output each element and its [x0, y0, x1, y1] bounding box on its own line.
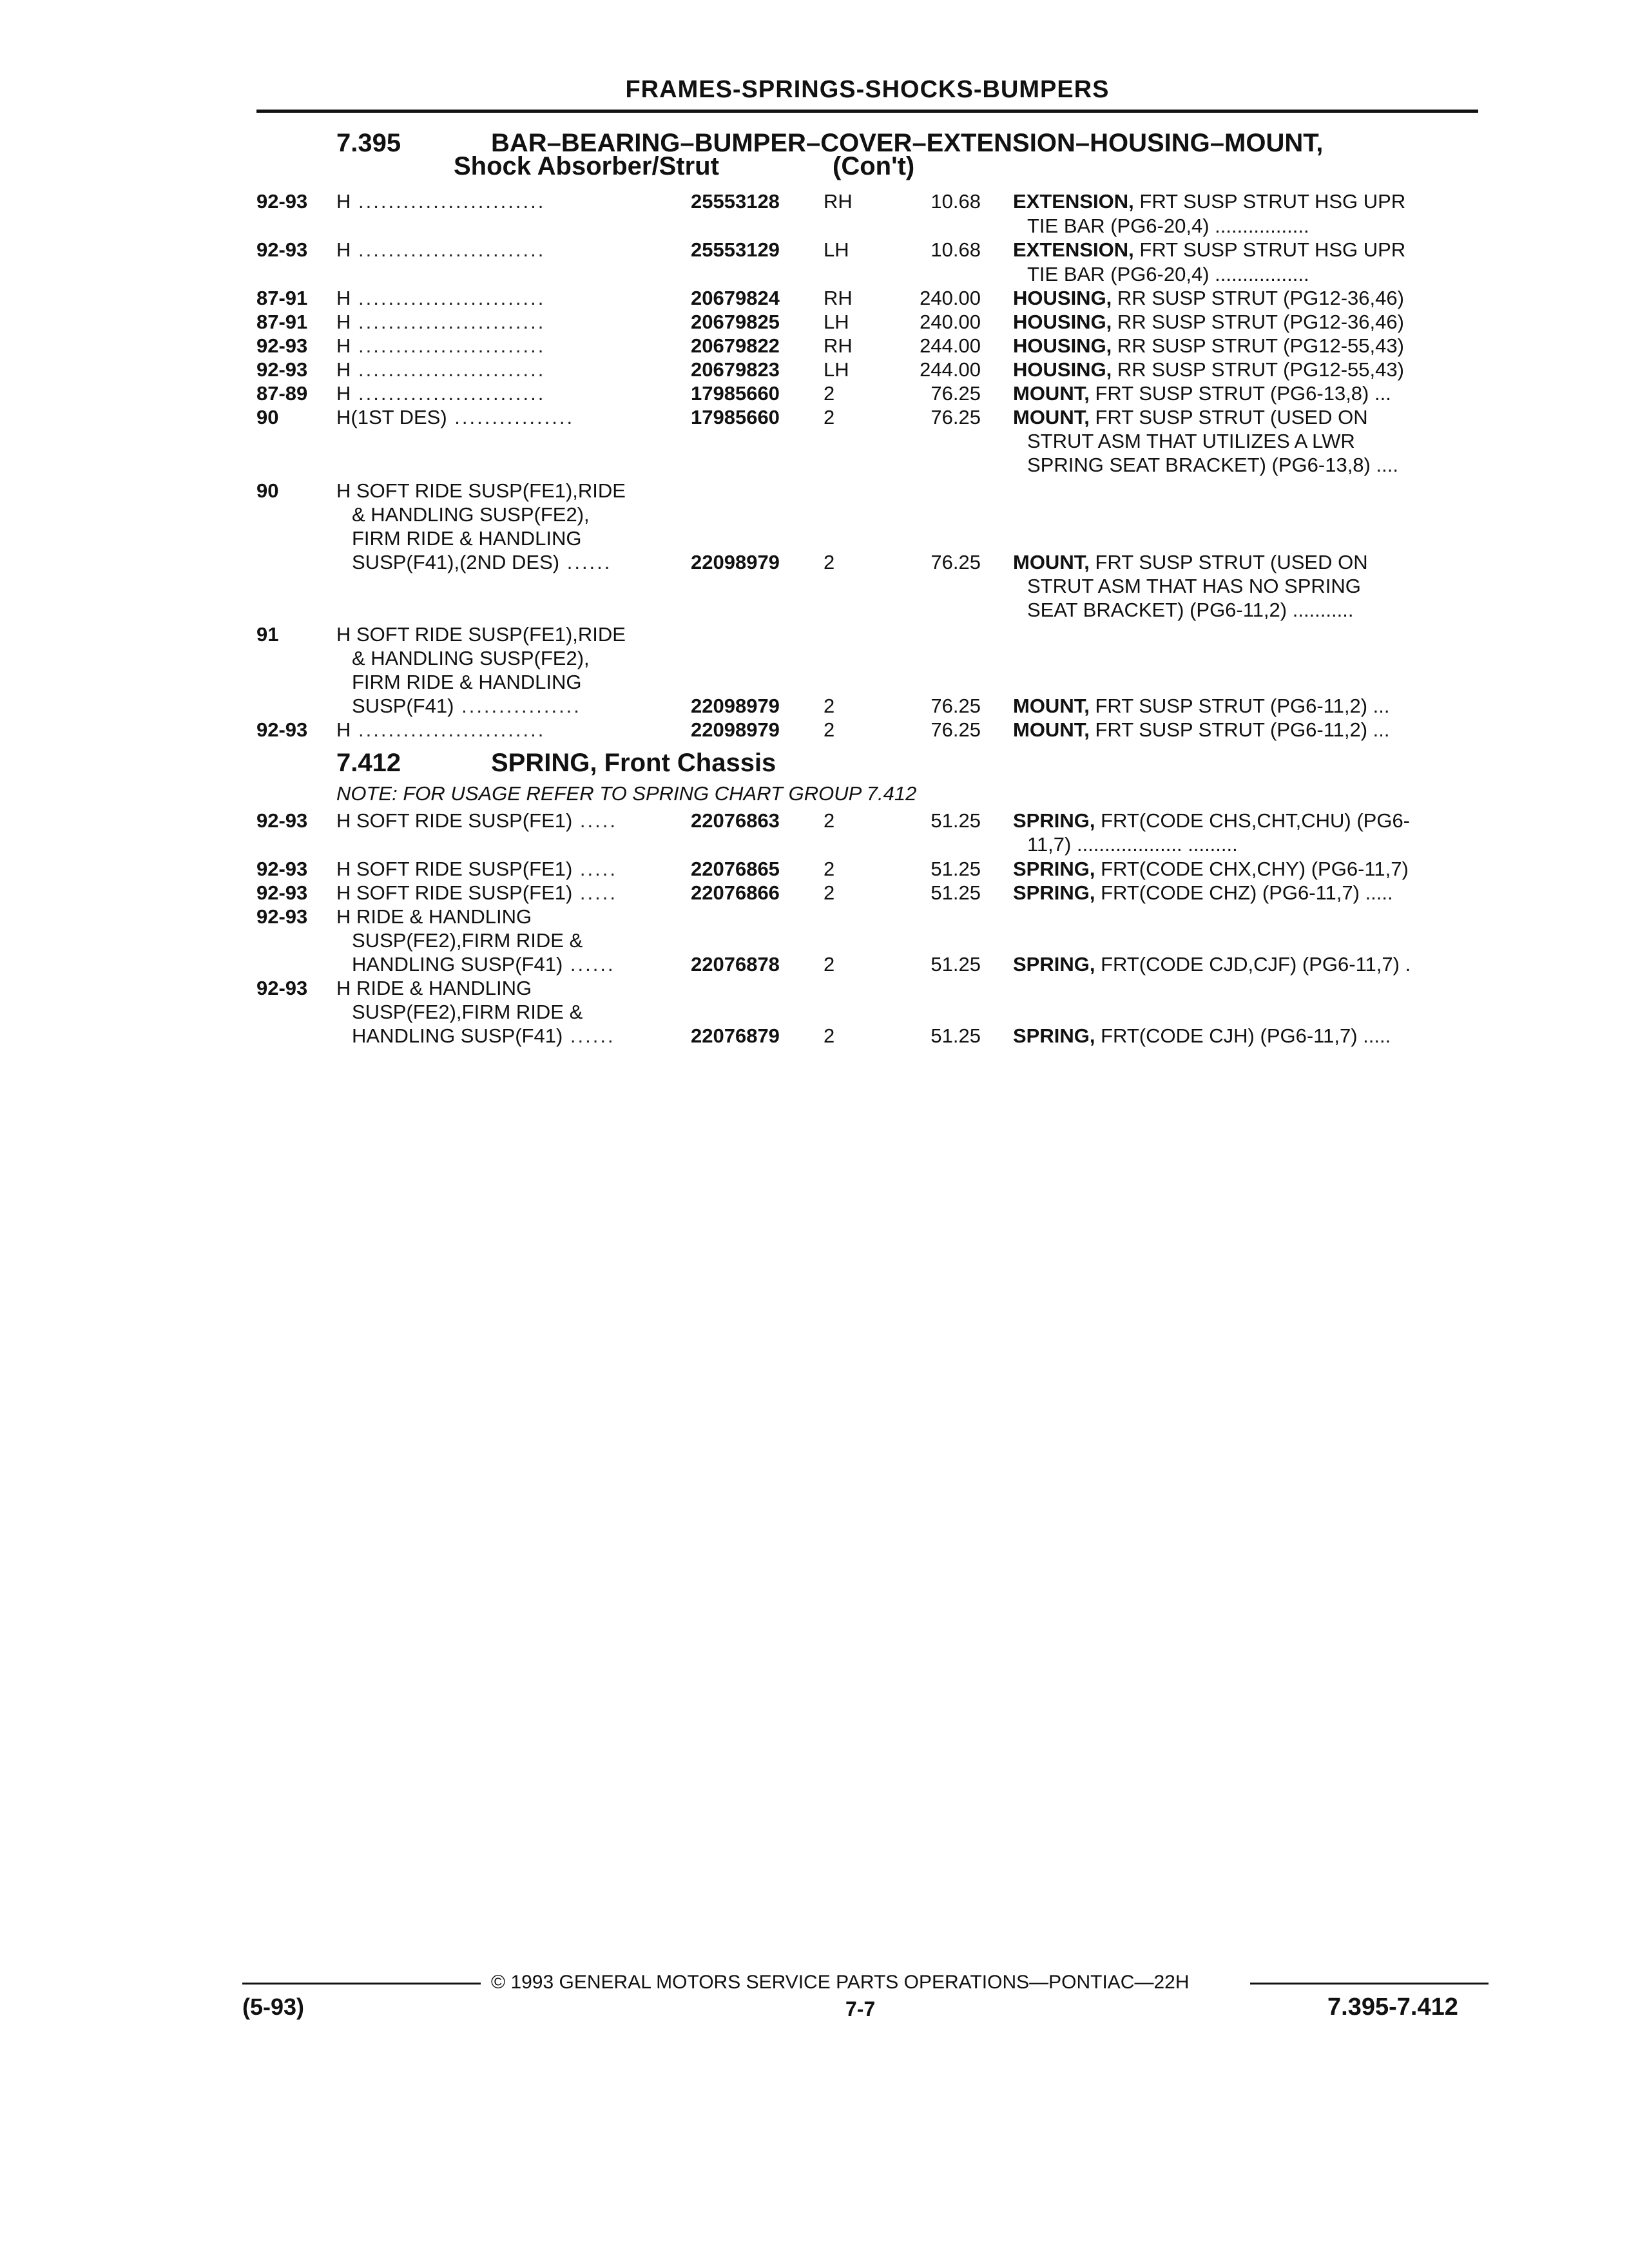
- quantity: 2: [824, 953, 835, 975]
- quantity: RH: [824, 334, 853, 357]
- model-year: 92-93: [256, 358, 308, 381]
- usage-desc: [336, 381, 545, 406]
- part-number: 20679825: [691, 311, 780, 333]
- part-name: [1013, 334, 1404, 358]
- part-row: [0, 381, 1629, 406]
- usage-desc-continued: & HANDLING SUSP(FE2),: [352, 503, 590, 526]
- usage-desc-continued: [352, 952, 615, 977]
- part-name-continued: TIE BAR (PG6-20,4) .................: [1027, 263, 1309, 285]
- part-number: 25553129: [691, 238, 780, 261]
- quantity: 2: [824, 406, 835, 428]
- dot-leader: .........................: [351, 382, 546, 405]
- model-year: 92-93: [256, 858, 308, 880]
- usage-desc: [336, 718, 545, 742]
- part-row-continued: [0, 646, 1629, 671]
- part-row: [0, 905, 1629, 929]
- price: 10.68: [930, 190, 981, 213]
- part-row: [0, 809, 1629, 833]
- usage-text: H: [336, 382, 351, 405]
- quantity: 2: [824, 809, 835, 832]
- model-year: 92-93: [256, 881, 308, 904]
- part-row-continued: [0, 453, 1629, 477]
- usage-desc-continued: [352, 550, 612, 575]
- dot-leader: .....: [572, 809, 617, 832]
- part-row: [0, 334, 1629, 358]
- quantity: 2: [824, 382, 835, 405]
- part-name-bold: EXTENSION,: [1013, 190, 1134, 213]
- part-name-bold: HOUSING,: [1013, 311, 1112, 333]
- part-row-continued: [0, 670, 1629, 695]
- part-row-continued: [0, 526, 1629, 551]
- part-name: [1013, 881, 1393, 905]
- usage-desc-continued: FIRM RIDE & HANDLING: [352, 527, 582, 550]
- price: 76.25: [930, 695, 981, 717]
- usage-desc: [336, 358, 545, 382]
- quantity: 2: [824, 1024, 835, 1047]
- usage-text: HANDLING SUSP(F41): [352, 1024, 563, 1047]
- model-year: 87-91: [256, 287, 308, 309]
- price: 51.25: [930, 858, 981, 880]
- dot-leader: .........................: [351, 334, 546, 357]
- usage-text: H SOFT RIDE SUSP(FE1): [336, 809, 573, 832]
- part-row-continued: [0, 952, 1629, 977]
- usage-desc: [336, 405, 574, 430]
- usage-desc: H SOFT RIDE SUSP(FE1),RIDE: [336, 479, 626, 502]
- dot-leader: ................: [454, 695, 581, 717]
- part-name-bold: SPRING,: [1013, 809, 1095, 832]
- part-number: 22076879: [691, 1024, 780, 1047]
- dot-leader: ................: [447, 406, 575, 428]
- price: 51.25: [930, 1024, 981, 1047]
- price: 76.25: [930, 406, 981, 428]
- part-name-bold: SPRING,: [1013, 858, 1095, 880]
- quantity: LH: [824, 358, 849, 381]
- price: 240.00: [920, 311, 981, 333]
- part-name: [1013, 952, 1411, 977]
- price: 244.00: [920, 334, 981, 357]
- price: 244.00: [920, 358, 981, 381]
- model-year: 92-93: [256, 238, 308, 261]
- quantity: RH: [824, 190, 853, 213]
- part-row: [0, 857, 1629, 881]
- model-year: 92-93: [256, 977, 308, 999]
- price: 240.00: [920, 287, 981, 309]
- part-name-rest: FRT SUSP STRUT (USED ON: [1089, 406, 1368, 428]
- usage-text: SUSP(F41),(2ND DES): [352, 551, 560, 573]
- quantity: 2: [824, 551, 835, 573]
- part-row: [0, 310, 1629, 334]
- section-title: SPRING, Front Chassis: [491, 749, 776, 777]
- usage-text: SUSP(F41): [352, 695, 454, 717]
- usage-desc: [336, 809, 617, 833]
- usage-desc-continued: FIRM RIDE & HANDLING: [352, 671, 582, 693]
- part-number: 25553128: [691, 190, 780, 213]
- section-title-line2: Shock Absorber/Strut: [454, 152, 719, 180]
- part-row-continued: [0, 262, 1629, 287]
- part-name-rest: FRT(CODE CJD,CJF) (PG6-11,7) .: [1095, 953, 1411, 975]
- usage-desc: [336, 334, 545, 358]
- header-rule: [256, 110, 1478, 113]
- usage-desc: H SOFT RIDE SUSP(FE1),RIDE: [336, 623, 626, 646]
- usage-text: H: [336, 718, 351, 741]
- part-name-continued: 11,7) ................... .........: [1027, 833, 1238, 856]
- price: 10.68: [930, 238, 981, 261]
- quantity: LH: [824, 238, 849, 261]
- model-year: 90: [256, 406, 279, 428]
- part-number: 22098979: [691, 695, 780, 717]
- part-name: [1013, 358, 1404, 382]
- quantity: 2: [824, 695, 835, 717]
- part-name-rest: FRT(CODE CJH) (PG6-11,7) .....: [1095, 1024, 1391, 1047]
- usage-desc: [336, 310, 545, 334]
- model-year: 92-93: [256, 334, 308, 357]
- part-number: 20679824: [691, 287, 780, 309]
- model-year: 92-93: [256, 190, 308, 213]
- part-row-continued: [0, 214, 1629, 238]
- usage-note: NOTE: FOR USAGE REFER TO SPRING CHART GROUP 7.412: [336, 782, 917, 805]
- dot-leader: .........................: [351, 238, 546, 261]
- part-row-continued: [0, 550, 1629, 575]
- footer-date: (5-93): [242, 1994, 305, 2020]
- part-number: 20679822: [691, 334, 780, 357]
- part-row: [0, 479, 1629, 503]
- part-row: [0, 718, 1629, 742]
- part-name-rest: RR SUSP STRUT (PG12-55,43): [1112, 334, 1404, 357]
- usage-desc: [336, 238, 545, 262]
- dot-leader: .....: [572, 858, 617, 880]
- part-number: 22076863: [691, 809, 780, 832]
- part-name: [1013, 189, 1405, 214]
- model-year: 92-93: [256, 809, 308, 832]
- part-number: 17985660: [691, 382, 780, 405]
- part-name-rest: FRT(CODE CHX,CHY) (PG6-11,7): [1095, 858, 1409, 880]
- quantity: 2: [824, 718, 835, 741]
- footer-rule-right: [1250, 1983, 1489, 1984]
- part-name-rest: FRT SUSP STRUT HSG UPR: [1133, 190, 1406, 213]
- part-name-bold: MOUNT,: [1013, 382, 1090, 405]
- part-number: 22076878: [691, 953, 780, 975]
- part-name: [1013, 1024, 1391, 1048]
- running-header: FRAMES-SPRINGS-SHOCKS-BUMPERS: [625, 76, 1110, 103]
- usage-desc: [336, 286, 545, 311]
- part-row-continued: [0, 1000, 1629, 1024]
- model-year: 87-89: [256, 382, 308, 405]
- part-name-bold: SPRING,: [1013, 953, 1095, 975]
- part-row: [0, 238, 1629, 262]
- part-name: [1013, 310, 1404, 334]
- usage-desc-continued: [352, 1024, 615, 1048]
- model-year: 92-93: [256, 905, 308, 928]
- part-name-bold: HOUSING,: [1013, 334, 1112, 357]
- part-number: 17985660: [691, 406, 780, 428]
- dot-leader: ......: [559, 551, 612, 573]
- part-name-rest: FRT SUSP STRUT (PG6-11,2) ...: [1089, 695, 1390, 717]
- usage-text: H: [336, 190, 351, 213]
- part-name-bold: MOUNT,: [1013, 551, 1090, 573]
- usage-desc-continued: SUSP(FE2),FIRM RIDE &: [352, 1001, 583, 1023]
- usage-desc: H RIDE & HANDLING: [336, 977, 532, 999]
- part-name-rest: FRT(CODE CHZ) (PG6-11,7) .....: [1095, 881, 1393, 904]
- part-name-rest: RR SUSP STRUT (PG12-36,46): [1112, 287, 1404, 309]
- part-number: 22076865: [691, 858, 780, 880]
- quantity: 2: [824, 858, 835, 880]
- usage-desc-continued: & HANDLING SUSP(FE2),: [352, 647, 590, 669]
- part-number: 22098979: [691, 718, 780, 741]
- part-name: [1013, 550, 1368, 575]
- price: 51.25: [930, 953, 981, 975]
- part-name-bold: HOUSING,: [1013, 358, 1112, 381]
- part-name: [1013, 286, 1404, 311]
- usage-text: H: [336, 287, 351, 309]
- part-name-continued: SEAT BRACKET) (PG6-11,2) ...........: [1027, 599, 1354, 621]
- part-name: [1013, 381, 1391, 406]
- usage-desc: [336, 881, 617, 905]
- part-number: 20679823: [691, 358, 780, 381]
- part-name-bold: MOUNT,: [1013, 406, 1090, 428]
- quantity: RH: [824, 287, 853, 309]
- part-number: 22098979: [691, 551, 780, 573]
- part-name-continued: SPRING SEAT BRACKET) (PG6-13,8) ....: [1027, 454, 1398, 476]
- footer-rule-left: [242, 1983, 481, 1984]
- dot-leader: .........................: [351, 718, 546, 741]
- part-row: [0, 881, 1629, 905]
- part-name-rest: FRT SUSP STRUT HSG UPR: [1133, 238, 1406, 261]
- part-row-continued: [0, 598, 1629, 622]
- dot-leader: .........................: [351, 311, 546, 333]
- part-name-rest: RR SUSP STRUT (PG12-55,43): [1112, 358, 1404, 381]
- part-name-rest: FRT SUSP STRUT (PG6-13,8) ...: [1089, 382, 1391, 405]
- part-name-rest: FRT SUSP STRUT (USED ON: [1089, 551, 1368, 573]
- part-name-bold: MOUNT,: [1013, 718, 1090, 741]
- footer-page-number: 7-7: [845, 1997, 876, 2021]
- part-number: 22076866: [691, 881, 780, 904]
- dot-leader: .....: [572, 881, 617, 904]
- part-name-bold: SPRING,: [1013, 1024, 1095, 1047]
- usage-desc: [336, 857, 617, 881]
- usage-desc-continued: SUSP(FE2),FIRM RIDE &: [352, 929, 583, 952]
- usage-desc-continued: [352, 694, 581, 718]
- part-name-bold: EXTENSION,: [1013, 238, 1134, 261]
- price: 76.25: [930, 382, 981, 405]
- part-name: [1013, 694, 1390, 718]
- part-row-continued: [0, 928, 1629, 953]
- section-number: 7.395: [336, 129, 401, 157]
- part-name-continued: TIE BAR (PG6-20,4) .................: [1027, 215, 1309, 237]
- part-name: [1013, 857, 1409, 881]
- model-year: 91: [256, 623, 279, 646]
- usage-desc: [336, 189, 545, 214]
- usage-text: HANDLING SUSP(F41): [352, 953, 563, 975]
- dot-leader: .........................: [351, 358, 546, 381]
- section-number: 7.412: [336, 749, 401, 777]
- usage-text: H: [336, 311, 351, 333]
- usage-text: H SOFT RIDE SUSP(FE1): [336, 881, 573, 904]
- part-name-bold: MOUNT,: [1013, 695, 1090, 717]
- model-year: 87-91: [256, 311, 308, 333]
- part-name: [1013, 238, 1405, 262]
- part-row-continued: [0, 694, 1629, 718]
- dot-leader: ......: [563, 953, 615, 975]
- usage-text: H SOFT RIDE SUSP(FE1): [336, 858, 573, 880]
- section-continued: (Con't): [833, 152, 915, 180]
- part-name: [1013, 809, 1410, 833]
- dot-leader: .........................: [351, 287, 546, 309]
- part-name-continued: STRUT ASM THAT UTILIZES A LWR: [1027, 430, 1355, 452]
- part-row-continued: [0, 832, 1629, 857]
- part-row: [0, 976, 1629, 1001]
- footer-copyright: © 1993 GENERAL MOTORS SERVICE PARTS OPERATIONS—PONTIAC—22H: [491, 1972, 1190, 1993]
- part-row-continued: [0, 503, 1629, 527]
- part-name-rest: FRT(CODE CHS,CHT,CHU) (PG6-: [1095, 809, 1411, 832]
- usage-text: H: [336, 334, 351, 357]
- usage-text: H: [336, 358, 351, 381]
- usage-text: H: [336, 238, 351, 261]
- part-row: [0, 405, 1629, 430]
- quantity: 2: [824, 881, 835, 904]
- model-year: 92-93: [256, 718, 308, 741]
- usage-text: H(1ST DES): [336, 406, 447, 428]
- model-year: 90: [256, 479, 279, 502]
- part-row-continued: [0, 1024, 1629, 1048]
- usage-desc: H RIDE & HANDLING: [336, 905, 532, 928]
- dot-leader: ......: [563, 1024, 615, 1047]
- part-name-rest: FRT SUSP STRUT (PG6-11,2) ...: [1089, 718, 1390, 741]
- part-row: [0, 286, 1629, 311]
- part-name-continued: STRUT ASM THAT HAS NO SPRING: [1027, 575, 1361, 597]
- part-name-rest: RR SUSP STRUT (PG12-36,46): [1112, 311, 1404, 333]
- part-name: [1013, 718, 1390, 742]
- footer-section-range: 7.395-7.412: [1327, 1994, 1458, 2021]
- part-name-bold: HOUSING,: [1013, 287, 1112, 309]
- part-name: [1013, 405, 1368, 430]
- price: 51.25: [930, 881, 981, 904]
- section-title-line1: BAR–BEARING–BUMPER–COVER–EXTENSION–HOUSING–MOUNT,: [491, 129, 1324, 157]
- part-name-bold: SPRING,: [1013, 881, 1095, 904]
- part-row: [0, 358, 1629, 382]
- price: 76.25: [930, 551, 981, 573]
- part-row: [0, 622, 1629, 647]
- price: 51.25: [930, 809, 981, 832]
- quantity: LH: [824, 311, 849, 333]
- part-row-continued: [0, 429, 1629, 454]
- dot-leader: .........................: [351, 190, 546, 213]
- part-row: [0, 189, 1629, 214]
- price: 76.25: [930, 718, 981, 741]
- part-row-continued: [0, 574, 1629, 599]
